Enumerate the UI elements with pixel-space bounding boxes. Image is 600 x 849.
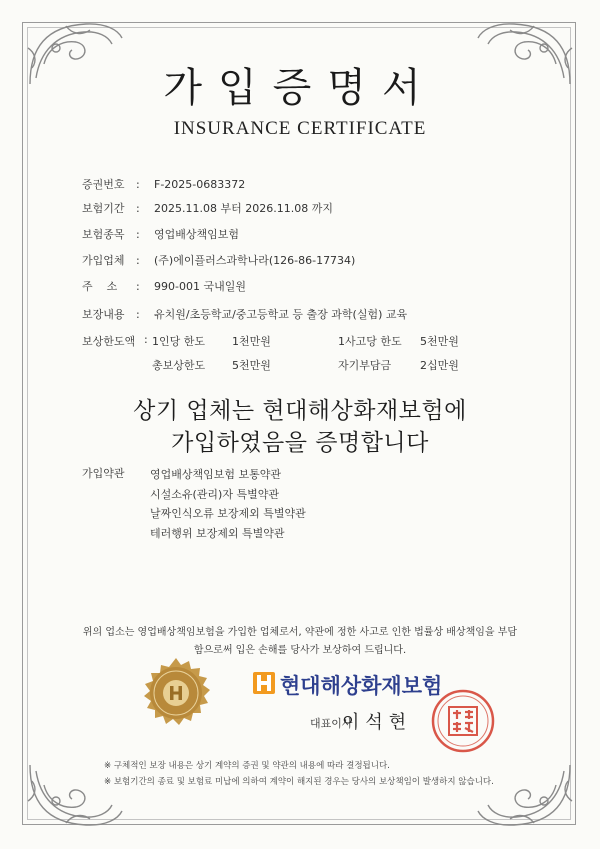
terms-item: 테러행위 보장제외 특별약관: [150, 526, 285, 540]
footnote-2: ※ 보험기간의 종료 및 보험료 미납에 의하여 계약이 해지된 경우는 당사의 보상책임이 발생하지 않습니다.: [104, 777, 494, 787]
footnote-1: ※ 구체적인 보장 내용은 상기 계약의 증권 및 약관의 내용에 따라 결정됩니다.: [104, 761, 390, 771]
per-person-limit-label: 1인당 한도: [152, 335, 205, 348]
field-value: 영업배상책임보험: [154, 228, 240, 241]
page-title: 가입증명서: [163, 65, 437, 111]
declaration-line-1: 상기 업체는 현대해상화재보험에: [133, 398, 467, 424]
field-label: 증권번호: [82, 178, 125, 191]
corner-ornament-icon: [26, 761, 126, 831]
terms-label: 가입약관: [82, 467, 125, 480]
terms-item: 날짜인식오류 보장제외 특별약관: [150, 507, 306, 520]
insured-company-row: 가입업체 : (주)에이플러스과학나라(126-86-17734): [82, 254, 356, 267]
insurance-period-row: 보험기간 : 2025.11.08 부터 2026.11.08 까지: [82, 202, 333, 215]
field-label: 주 소: [82, 280, 118, 293]
total-limit-value: 5천만원: [232, 359, 271, 372]
certificate-page: 가입증명서 INSURANCE CERTIFICATE 증권번호 : F-2025-0683372 보험기간 : 2025.11.08 부터 2026.11.08 까지 보험종목 : 영업배상책임보험 가입업체 : (주)에이플러스과학나라(126-86-17734) 주 소 : 990-001 국내일원 보장내용 : 유치원/초등학교/중고등학교 등 출장 과학(실험) 교육 보상한도액 : 1인당 한도 1천만원 1사고당 한도 5천만원 총보상한도 5천만원 자기부담금 2십만원 상기 업체는 현대해상화재보험에 가입하였음을 증명합니다 가입약관 영업배상책임보험 보통약관 시설소유(관리)자 특별약관 날짜인식오류 보장제외 특별약관 테러행위 보장제외 특별약관 위의 업소는 영업배상책임보험을 가입한 업체로서, 약관에 정한 사고로 인한 법률상 배상책임을 부담 함으로써 입은 손해를 당사가 보상하여 드립니다. 현대해상화재보험 대표이사 이석현 ※ 구체적인 보장 내용은 상기 계약의 증권 및 약관의 내용에 따라 결정됩니다. ※ 보험기간의 종료 및 보험료 미납에 의하여 계약이 해지된 경우는 당사의 보상책임이 발생하지 않습니다.: [0, 0, 600, 849]
field-label: 보장내용: [82, 308, 125, 321]
field-value: 유치원/초등학교/중고등학교 등 출장 과학(실험) 교육: [154, 308, 408, 321]
declaration-line-2: 가입하였음을 증명합니다: [171, 430, 429, 456]
ceo-label: 대표이사: [310, 717, 353, 730]
company-name: 현대해상화재보험: [280, 674, 443, 698]
per-accident-limit-label: 1사고당 한도: [338, 335, 402, 348]
company-logo-icon: [253, 672, 275, 694]
ceo-name: 이석현: [342, 712, 413, 733]
field-label: 가입업체: [82, 254, 125, 267]
field-value: 2025.11.08 부터 2026.11.08 까지: [154, 202, 333, 215]
field-label: 보험종목: [82, 228, 125, 241]
gold-seal-icon: [140, 657, 212, 729]
per-person-limit-value: 1천만원: [232, 335, 271, 348]
per-accident-limit-value: 5천만원: [420, 335, 459, 348]
page-subtitle: INSURANCE CERTIFICATE: [173, 118, 427, 139]
address-row: 주 소 : 990-001 국내일원: [82, 280, 246, 293]
field-value: 990-001 국내일원: [154, 280, 246, 293]
company-stamp-icon: [430, 688, 496, 754]
corner-ornament-icon: [474, 761, 574, 831]
notice-line-2: 함으로써 입은 손해를 당사가 보상하여 드립니다.: [193, 645, 407, 656]
terms-list: [150, 465, 306, 543]
field-value: F-2025-0683372: [154, 178, 246, 191]
deductible-value: 2십만원: [420, 359, 459, 372]
notice-line-1: 위의 업소는 영업배상책임보험을 가입한 업체로서, 약관에 정한 사고로 인한 법률상 배상책임을 부담: [82, 627, 518, 638]
field-value: (주)에이플러스과학나라(126-86-17734): [154, 254, 356, 267]
deductible-label: 자기부담금: [338, 359, 392, 372]
terms-item: 영업배상책임보험 보통약관: [150, 468, 282, 481]
policy-number-row: 증권번호 : F-2025-0683372: [82, 178, 246, 191]
coverage-content-row: 보장내용 : 유치원/초등학교/중고등학교 등 출장 과학(실험) 교육: [82, 308, 408, 321]
terms-item: 시설소유(관리)자 특별약관: [150, 487, 279, 501]
field-label: 보험기간: [82, 202, 125, 215]
insurance-type-row: 보험종목 : 영업배상책임보험: [82, 228, 240, 241]
total-limit-label: 총보상한도: [152, 359, 206, 372]
coverage-limit-label: 보상한도액: [82, 335, 136, 348]
